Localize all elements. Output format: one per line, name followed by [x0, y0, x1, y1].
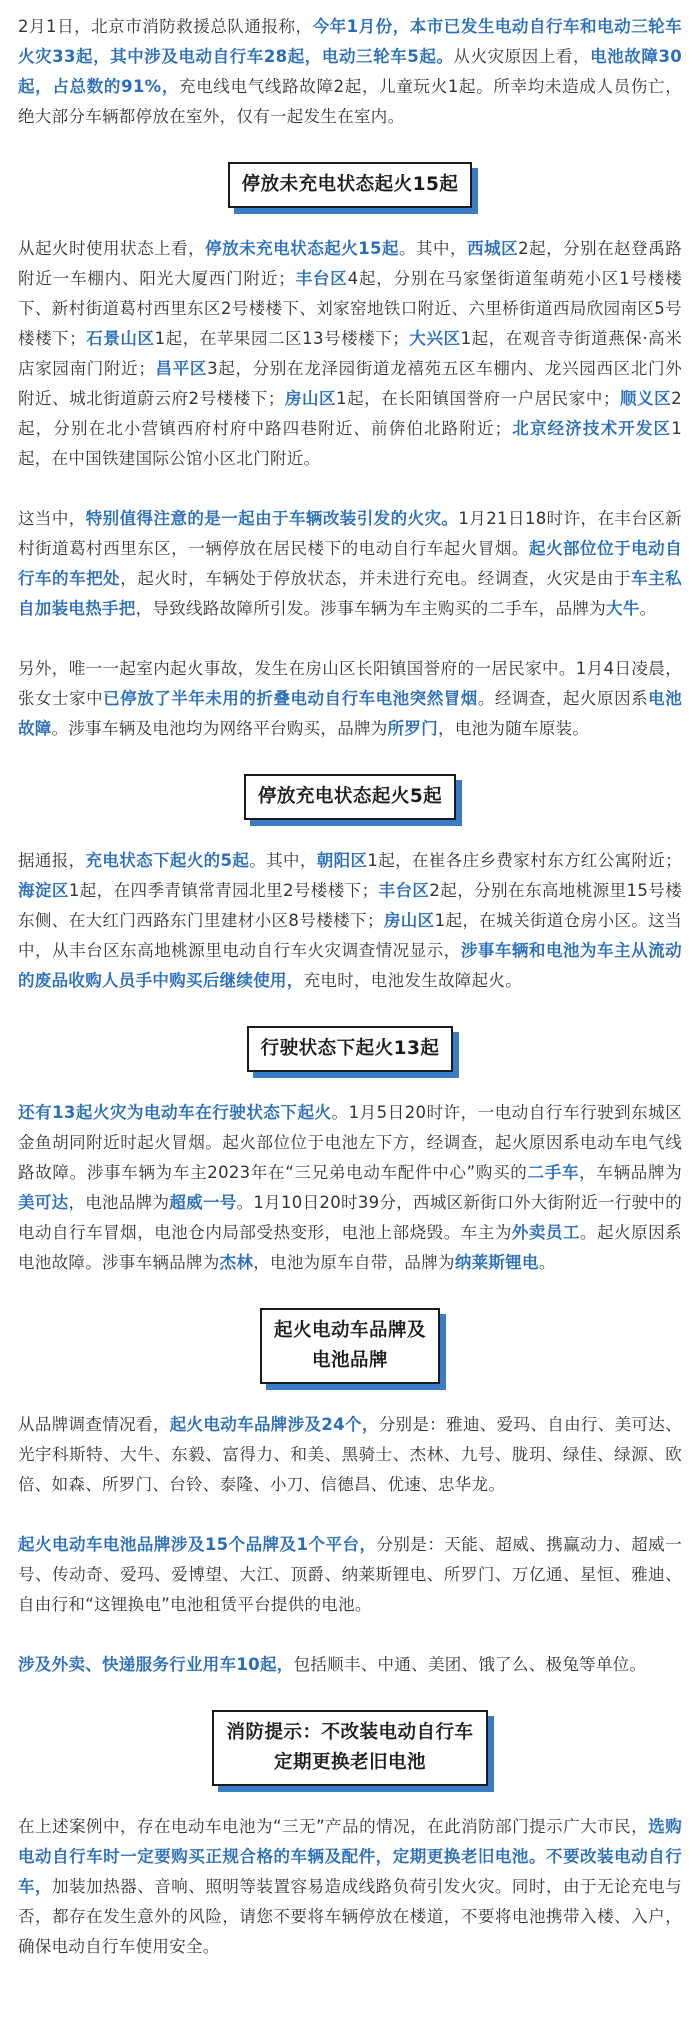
body-text: 2起，分别在东高地桃源里15号楼东侧、在大红门西路东门里建材小区8号楼楼下；: [18, 881, 682, 930]
highlight-text: 西城区: [467, 239, 519, 258]
highlight-text: 起火电动车电池品牌涉及15个品牌及1个平台，: [18, 1535, 377, 1554]
section-heading: [228, 162, 473, 208]
highlight-text: 顺义区: [619, 389, 672, 408]
body-text: 3起，分别在龙泽园街道龙禧苑五区车棚内、龙兴园西区北门外附近、城北街道蔚云府2号楼楼下；: [18, 359, 682, 408]
highlight-text: 所罗门: [387, 719, 439, 738]
body-text: 。1月10日20时39分，西城区新街口外大街附近一行驶中的电动自行车冒烟，电池仓内局部受热变形，电池上部烧毁。车主为: [18, 1193, 683, 1242]
body-text: 据通报，: [18, 851, 86, 870]
body-text: 2起，分别在赵登禹路附近一车棚内、阳光大厦西门附近；: [18, 239, 683, 288]
highlight-text: 超威一号: [169, 1193, 237, 1212]
body-text: 。其中，: [399, 239, 468, 258]
highlight-text: 电池故障30起，占总数的91%，: [18, 47, 683, 96]
body-text: 2起，分别在北小营镇西府村府中路四巷附近、前倴伯北路附近；: [18, 389, 682, 438]
paragraph: [18, 1650, 682, 1680]
highlight-text: 已停放了半年未用的折叠电动自行车电池突然冒烟: [103, 689, 478, 708]
body-text: 分别是：天能、超威、携赢动力、超威一号、传动奇、爱玛、爱博望、大江、顶爵、纳莱斯锂电、所罗门、万亿通、星恒、雅迪、自由行和“这锂换电”电池租赁平台提供的电池。: [18, 1535, 682, 1614]
section-heading: [247, 1026, 454, 1072]
section-heading: [260, 1308, 440, 1384]
body-text: 在上述案例中，存在电动车电池为“三无”产品的情况，在此消防部门提示广大市民，: [18, 1817, 649, 1836]
body-text: 这当中，: [18, 509, 86, 528]
highlight-text: 充电状态下起火的5起: [85, 851, 250, 870]
highlight-text: 杰林: [219, 1253, 254, 1272]
body-text: 另外，唯一一起室内起火事故，发生在房山区长阳镇国誉府的一居民家中。1月4日凌晨，张女士家中: [18, 659, 682, 708]
highlight-text: 车主私自加装电热手把: [18, 569, 682, 618]
paragraph: [18, 1410, 682, 1500]
body-text: 充电线电气线路故障2起，儿童玩火1起。所幸均未造成人员伤亡，绝大部分车辆都停放在室外，仅有一起发生在室内。: [18, 77, 682, 126]
body-text: ，电池为原车自带，品牌为: [253, 1253, 455, 1272]
section-heading-line: 停放充电状态起火5起: [257, 786, 443, 807]
body-text: 1起，在四季青镇常青园北里2号楼楼下；: [68, 881, 379, 900]
body-text: 1起，在中国铁建国际公馆小区北门附近。: [18, 419, 683, 468]
body-text: 。经调查，起火原因系: [477, 689, 649, 708]
highlight-text: 昌平区: [155, 359, 208, 378]
section-heading-line: 电池品牌: [311, 1350, 388, 1371]
body-text: 1月21日18时许，在丰台区新村街道葛村西里东区，一辆停放在居民楼下的电动自行车起火冒烟。: [18, 509, 682, 558]
section-heading-line: 消防提示：不改装电动自行车: [226, 1722, 474, 1743]
paragraph: [18, 1812, 682, 1962]
highlight-text: 石景山区: [86, 329, 155, 348]
body-text: 包括顺丰、中通、美团、饿了么、极兔等单位。: [293, 1655, 647, 1674]
body-text: 。涉事车辆及电池均为网络平台购买，品牌为: [51, 719, 388, 738]
body-text: 从品牌调查情况看，: [18, 1415, 170, 1434]
body-text: 1起，在城关街道仓房小区。这当中，从丰台区东高地桃源里电动自行车火灾调查情况显示，: [18, 911, 682, 960]
section-heading-wrap: [18, 1308, 682, 1384]
highlight-text: 朝阳区: [316, 851, 368, 870]
highlight-text: 大兴区: [409, 329, 461, 348]
highlight-text: 美可达: [18, 1193, 69, 1212]
section-heading-wrap: [18, 774, 682, 820]
highlight-text: 丰台区: [378, 881, 430, 900]
section-heading-line: 停放未充电状态起火15起: [241, 174, 459, 195]
body-text: 。1月5日20时许，一电动自行车行驶到东城区金鱼胡同附近时起火冒烟。起火部位位于电池左下方，经调查，起火原因系电动车电气线路故障。涉事车辆为车主2023年在“三兄弟电动车配件中心”购买的: [18, 1103, 682, 1182]
body-text: 1起，在长阳镇国誉府一户居民家中；: [336, 389, 620, 408]
body-text: ，电池为随车原装。: [438, 719, 590, 738]
body-text: 分别是：雅迪、爱玛、自由行、美可达、光宇科斯特、大牛、东毅、富得力、和美、黑骑士、杰林、九号、胧玥、绿佳、绿源、欧倍、如森、所罗门、台铃、泰隆、小刀、信德昌、优速、忠华龙。: [18, 1415, 682, 1494]
highlight-text: 房山区: [383, 911, 435, 930]
highlight-text: 海淀区: [18, 881, 69, 900]
body-text: ，起火时，车辆处于停放状态，并未进行充电。经调查，火灾是由于: [120, 569, 632, 588]
section-heading: [212, 1710, 487, 1786]
highlight-text: 涉及外卖、快递服务行业用车10起，: [18, 1655, 294, 1674]
body-text: ，车辆品牌为: [579, 1163, 682, 1182]
highlight-text: 还有13起火灾为电动车在行驶状态下起火: [18, 1103, 332, 1122]
paragraph: [18, 846, 682, 996]
body-text: ，导致线路故障所引发。涉事车辆为车主购买的二手车，品牌为: [135, 599, 607, 618]
highlight-text: 电池故障: [18, 689, 682, 738]
body-text: 。起火原因系电池故障。涉事车辆品牌为: [18, 1223, 682, 1272]
paragraph: [18, 234, 682, 474]
paragraph: [18, 12, 682, 132]
highlight-text: 丰台区: [295, 269, 348, 288]
section-heading-line: 行驶状态下起火13起: [260, 1038, 440, 1059]
body-text: 。: [538, 1253, 556, 1272]
body-text: 充电时，电池发生故障起火。: [303, 971, 523, 990]
section-heading-wrap: [18, 1026, 682, 1072]
paragraph: [18, 1098, 682, 1278]
body-text: 。其中，: [249, 851, 317, 870]
highlight-text: 大牛: [606, 599, 640, 618]
highlight-text: 特别值得注意的是一起由于车辆改装引发的火灾。: [85, 509, 459, 528]
paragraph: [18, 1530, 682, 1620]
body-text: 从起火时使用状态上看，: [18, 239, 206, 258]
body-text: 2月1日，北京市消防救援总队通报称，: [18, 17, 313, 36]
body-text: 4起，分别在马家堡街道玺萌苑小区1号楼楼下、新村街道葛村西里东区2号楼楼下、刘家窑地铁口附近、六里桥街道西局欣园南区5号楼楼下；: [18, 269, 682, 348]
body-text: 1起，在观音寺街道燕保·高米店家园南门附近；: [18, 329, 683, 378]
highlight-text: 起火部位位于电动自行车的车把处: [18, 539, 683, 588]
highlight-text: 停放未充电状态起火15起: [205, 239, 400, 258]
section-heading-line: 定期更换老旧电池: [273, 1752, 426, 1773]
body-text: 。: [639, 599, 657, 618]
body-text: 1起，在崔各庄乡费家村东方红公寓附近；: [367, 851, 683, 870]
section-heading-wrap: [18, 162, 682, 208]
highlight-text: 选购电动自行车时一定要购买正规合格的车辆及配件，定期更换老旧电池。不要改装电动自行车，: [18, 1817, 682, 1896]
section-heading: [244, 774, 456, 820]
highlight-text: 起火电动车品牌涉及24个，: [169, 1415, 379, 1434]
highlight-text: 外卖员工: [511, 1223, 581, 1242]
paragraph: [18, 654, 682, 744]
body-text: ，电池品牌为: [68, 1193, 170, 1212]
highlight-text: 涉事车辆和电池为车主从流动的废品收购人员手中购买后继续使用，: [18, 941, 682, 990]
highlight-text: 今年1月份，本市已发生电动自行车和电动三轮车火灾33起，其中涉及电动自行车28起，电动三轮车5起。: [18, 17, 682, 66]
paragraph: [18, 504, 682, 624]
highlight-text: 二手车: [527, 1163, 580, 1182]
section-heading-line: 起火电动车品牌及: [273, 1320, 426, 1341]
section-heading-wrap: [18, 1710, 682, 1786]
highlight-text: 房山区: [284, 389, 337, 408]
highlight-text: 纳莱斯锂电: [454, 1253, 539, 1272]
body-text: 1起，在苹果园二区13号楼楼下；: [154, 329, 410, 348]
highlight-text: 北京经济技术开发区: [511, 419, 672, 438]
body-text: 从火灾原因上看，: [453, 47, 591, 66]
body-text: 加装加热器、音响、照明等装置容易造成线路负荷引发火灾。同时，由于无论充电与否，都存在发生意外的风险，请您不要将车辆停放在楼道，不要将电池携带入楼、入户，确保电动自行车使用安全。: [18, 1877, 682, 1956]
